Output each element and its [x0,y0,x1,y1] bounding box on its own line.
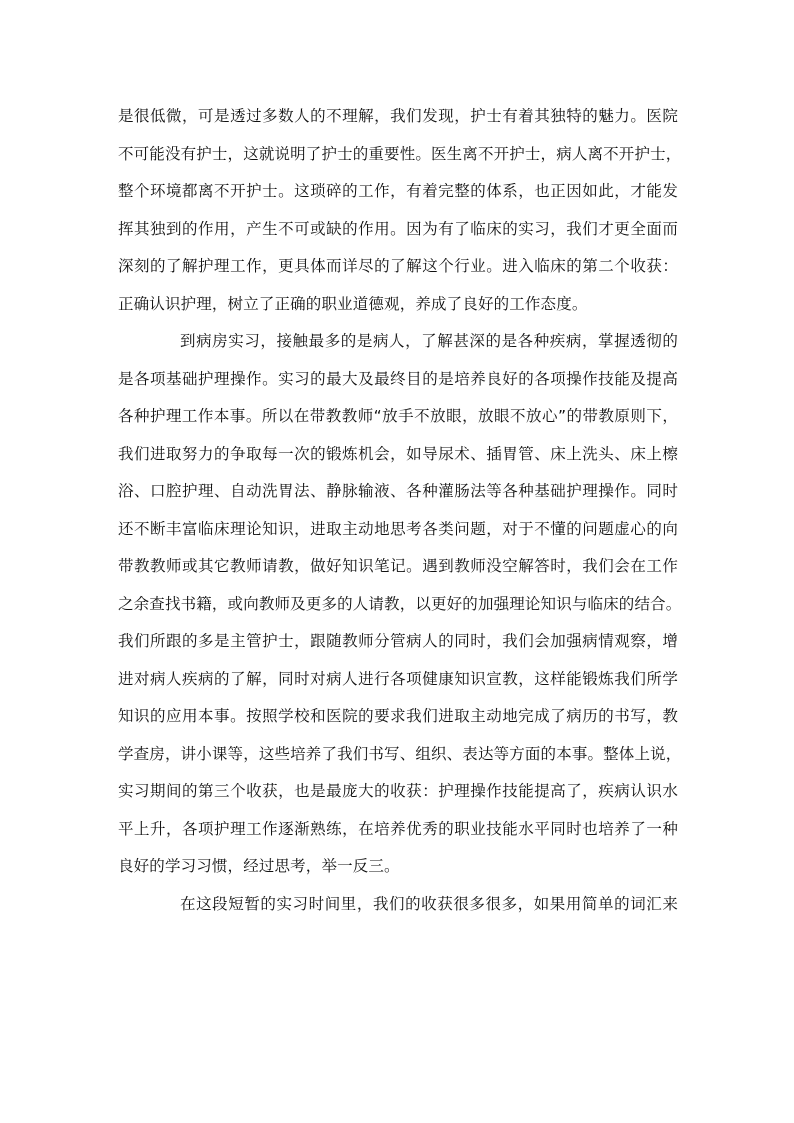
body-text [118,98,682,923]
paragraph-first-line: 到病房实习，接触最多的是病人，了解甚深的是各种疾病，掌握透彻的 [180,332,678,350]
text-line: 平上升，各项护理工作逐渐熟练，在培养优秀的职业技能水平同时也培养了一种 [118,819,678,838]
text-line: 良好的学习习惯，经过思考，举一反三。 [118,857,400,875]
text-line: 之余查找书籍，或向教师及更多的人请教，以更好的加强理论知识与临床的结合。 [118,594,682,613]
text-line: 带教教师或其它教师请教，做好知识笔记。遇到教师没空解答时，我们会在工作 [118,557,678,575]
text-line: 正确认识护理，树立了正确的职业道德观，养成了良好的工作态度。 [118,294,588,313]
text-line: 是各项基础护理操作。实习的最大及最终目的是培养良好的各项操作技能及提高 [118,369,678,388]
text-line: 深刻的了解护理工作，更具体而详尽的了解这个行业。进入临床的第二个收获： [118,257,678,275]
text-line: 我们所跟的多是主管护士，跟随教师分管病人的同时，我们会加强病情观察，增 [118,632,678,650]
text-line: 不可能没有护士，这就说明了护士的重要性。医生离不开护士，病人离不开护士， [118,144,682,163]
text-line: 我们进取努力的争取每一次的锻炼机会，如导尿术、插胃管、床上洗头、床上檫 [118,444,678,463]
text-line: 浴、口腔护理、自动洗胃法、静脉输液、各种灌肠法等各种基础护理操作。同时 [118,482,678,500]
text-line: 学查房，讲小课等，这些培养了我们书写、组织、表达等方面的本事。整体上说， [118,744,682,763]
text-line: 实习期间的第三个收获，也是最庞大的收获：护理操作技能提高了，疾病认识水 [118,782,678,800]
text-line: 整个环境都离不开护士。这琐碎的工作，有着完整的体系，也正因如此，才能发 [118,182,678,200]
text-line: 知识的应用本事。按照学校和医院的要求我们进取主动地完成了病历的书写，教 [118,707,678,725]
text-line: 还不断丰富临床理论知识，进取主动地思考各类问题，对于不懂的问题虚心的向 [118,519,678,538]
text-line: 进对病人疾病的了解，同时对病人进行各项健康知识宣教，这样能锻炼我们所学 [118,669,678,688]
text-line: 各种护理工作本事。所以在带教教师“放手不放眼，放眼不放心”的带教原则下， [118,407,678,425]
text-line: 挥其独到的作用，产生不可或缺的作用。因为有了临床的实习，我们才更全面而 [118,219,678,238]
paragraph-first-line: 在这段短暂的实习时间里，我们的收获很多很多，如果用简单的词汇来 [180,894,678,913]
text-line: 是很低微，可是透过多数人的不理解，我们发现，护士有着其独特的魅力。医院 [118,107,678,125]
